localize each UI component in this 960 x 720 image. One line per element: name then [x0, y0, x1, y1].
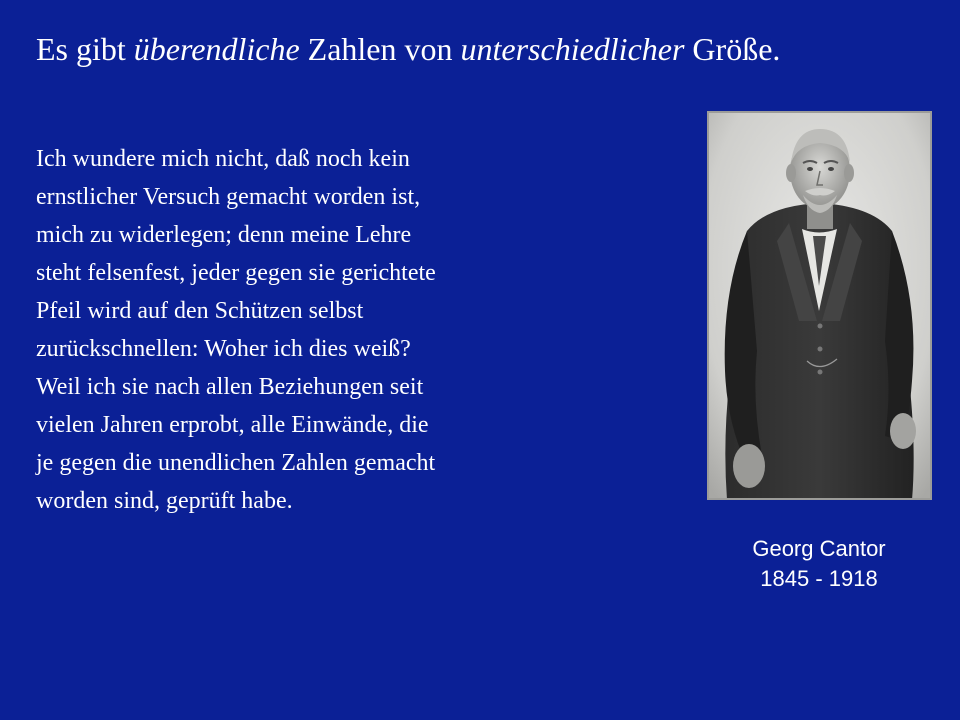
quote-line: je gegen die unendlichen Zahlen gemacht	[36, 450, 436, 476]
quote-line: vielen Jahren erprobt, alle Einwände, die	[36, 412, 429, 438]
quote-line: Pfeil wird auf den Schützen selbst	[36, 298, 364, 324]
quote-line: Ich wundere mich nicht, daß noch kein	[36, 146, 410, 172]
title-part: Größe.	[684, 31, 781, 67]
quote-line: Weil ich sie nach allen Beziehungen seit	[36, 374, 424, 400]
caption-name: Georg Cantor	[752, 536, 886, 561]
slide-title	[36, 28, 936, 70]
caption-years: 1845 - 1918	[760, 566, 878, 591]
title-emphasis: überendliche	[133, 31, 300, 67]
title-emphasis: unterschiedlicher	[460, 31, 685, 67]
quote-text	[36, 140, 596, 520]
quote-line: zurückschnellen: Woher ich dies weiß?	[36, 336, 411, 362]
portrait-caption	[694, 534, 944, 594]
quote-line: worden sind, geprüft habe.	[36, 488, 293, 514]
quote-line: mich zu widerlegen; denn meine Lehre	[36, 222, 412, 248]
quote-line: steht felsenfest, jeder gegen sie gerichtete	[36, 260, 436, 286]
quote-line: ernstlicher Versuch gemacht worden ist,	[36, 184, 421, 210]
title-part: Zahlen von	[299, 31, 461, 67]
title-part: Es gibt	[36, 31, 134, 67]
portrait-illustration	[707, 111, 932, 500]
portrait-photo	[707, 111, 932, 500]
